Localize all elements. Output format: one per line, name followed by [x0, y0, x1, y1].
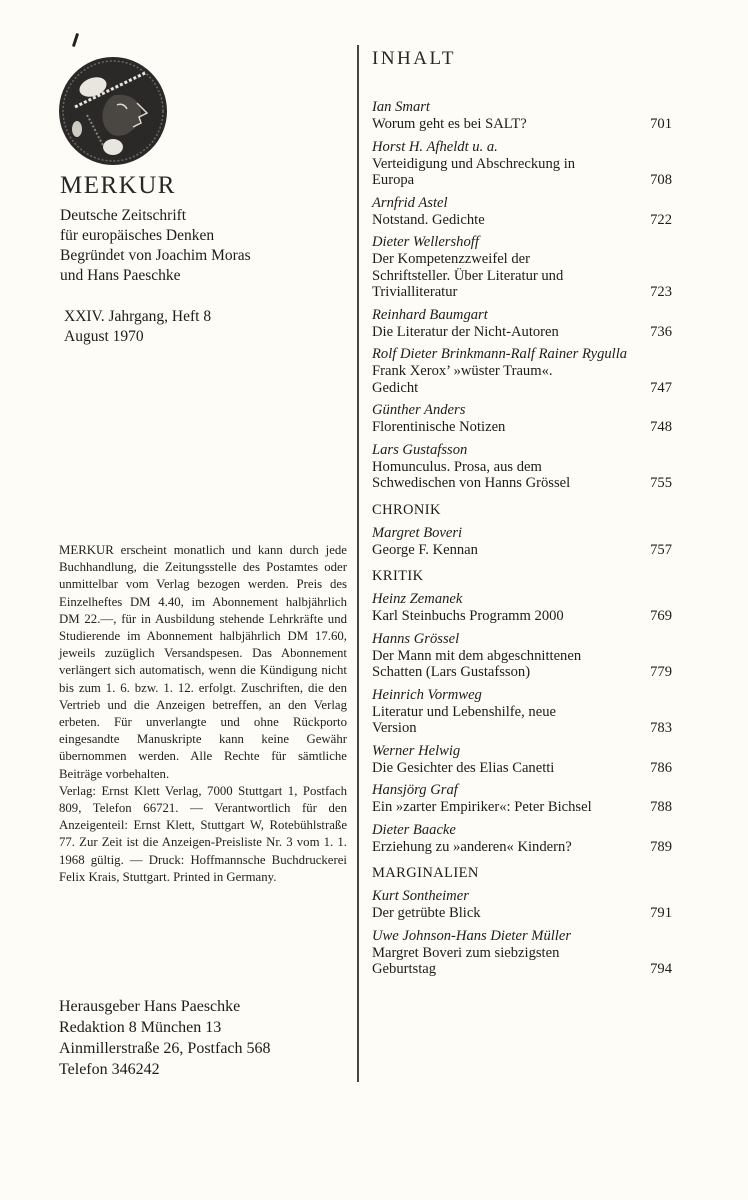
toc-entry[interactable] [372, 139, 672, 189]
imprint-paragraph: MERKUR erscheint monatlich und kann durch jede Buchhandlung, die Zeitungsstelle des Postamtes oder unmittelbar vom Verlag bezogen werden. Preis des Einzelheftes DM 4.40, im Abonnement halbjährlich DM 22.—, für in Ausbildung stehende Lehrkräfte und Studierende im Abonnement halbjährlich DM 17.60, jeweils zuzüglich Versandspesen. Das Abonnement verlängert sich automatisch, wenn die Kündigung nicht bis zum 1. 6. bzw. 1. 12. erfolgt. Zuschriften, die den Vertrieb und die Anzeigen betreffen, an den Verlag erbeten. Für unverlangte und ohne Rückporto eingesandte Manuskripte kann keine Gewähr übernommen werden. Alle Rechte für sämtliche Beiträge vorbehalten. [59, 543, 347, 781]
toc-section [372, 865, 672, 978]
toc-entry[interactable] [372, 743, 672, 777]
entry-row [372, 542, 672, 559]
pencil-mark [72, 33, 79, 47]
entry-row [372, 363, 672, 396]
publisher-line: Herausgeber Hans Paeschke [59, 998, 241, 1015]
entry-author: Günther Anders [372, 402, 466, 418]
entry-title: Ein »zarter Empiriker«: Peter Bichsel [372, 799, 592, 815]
entry-title: Der Kompetenzzweifel der Schriftsteller. Über Literatur und Trivialliteratur [372, 251, 564, 300]
entry-row [372, 799, 672, 816]
subtitle-line: für europäisches Denken [60, 227, 215, 244]
issue-info [60, 307, 211, 347]
toc-entry[interactable] [372, 591, 672, 625]
entry-row [372, 945, 672, 978]
entry-title: Margret Boveri zum siebzigsten Geburtstag [372, 944, 560, 977]
entry-title: Verteidigung und Abschreckung in Europa [372, 155, 576, 188]
entry-author: Lars Gustafsson [372, 441, 468, 458]
toc-sections [372, 99, 672, 978]
entry-page-number: 779 [650, 664, 672, 680]
toc-entry[interactable] [372, 307, 672, 341]
journal-masthead: MERKUR [60, 172, 176, 199]
toc-title: INHALT [372, 48, 456, 69]
entry-page-number: 722 [650, 211, 672, 228]
entry-title: Worum geht es bei SALT? [372, 116, 527, 132]
toc-entry[interactable] [372, 525, 672, 559]
toc-entry[interactable] [372, 195, 672, 229]
entry-page-number: 708 [650, 172, 672, 188]
section-heading: CHRONIK [372, 501, 441, 518]
toc-entry[interactable] [372, 822, 672, 856]
entry-row [372, 704, 672, 737]
entry-title: Homunculus. Prosa, aus dem Schwedischen von Hanns Grössel [372, 458, 571, 491]
journal-subtitle [60, 206, 251, 286]
entry-row [372, 251, 672, 301]
section-entries [372, 591, 672, 855]
issue-date: August 1970 [64, 328, 144, 345]
column-divider [357, 45, 359, 1082]
entry-title: Notstand. Gedichte [372, 211, 485, 228]
entry-page-number: 789 [650, 838, 672, 855]
entry-page-number: 747 [650, 379, 672, 396]
entry-title: Die Literatur der Nicht-Autoren [372, 323, 559, 340]
toc-entry[interactable] [372, 442, 672, 492]
subtitle-line: Deutsche Zeitschrift [60, 207, 187, 224]
entry-page-number: 755 [650, 475, 672, 491]
entry-page-number: 748 [650, 419, 672, 435]
entry-page-number: 786 [650, 759, 672, 776]
issue-volume: XXIV. Jahrgang, Heft 8 [64, 308, 212, 325]
section-entries [372, 888, 672, 978]
entry-author: Hanns Grössel [372, 630, 460, 647]
entry-title: Literatur und Lebenshilfe, neue Version [372, 703, 556, 736]
section-entries [372, 525, 672, 559]
publisher-info [59, 996, 271, 1080]
entry-author: Arnfrid Astel [372, 194, 448, 211]
toc-entry[interactable] [372, 346, 672, 396]
toc-section [372, 99, 672, 492]
entry-page-number: 791 [650, 905, 672, 921]
entry-author: Margret Boveri [372, 524, 463, 541]
entry-title: Karl Steinbuchs Programm 2000 [372, 608, 564, 624]
entry-row [372, 905, 672, 922]
toc-entry[interactable] [372, 687, 672, 737]
entry-row [372, 419, 672, 436]
entry-author: Reinhard Baumgart [372, 306, 488, 323]
entry-row [372, 324, 672, 341]
entry-author: Dieter Baacke [372, 821, 456, 838]
entry-row [372, 459, 672, 492]
publisher-line: Telefon 346242 [59, 1061, 160, 1078]
section-heading: MARGINALIEN [372, 865, 479, 881]
toc-entry[interactable] [372, 402, 672, 436]
entry-author: Heinz Zemanek [372, 591, 463, 607]
entry-row [372, 212, 672, 229]
entry-author: Werner Helwig [372, 742, 461, 759]
entry-row [372, 760, 672, 777]
entry-author: Uwe Johnson-Hans Dieter Müller [372, 927, 572, 944]
entry-title: Der Mann mit dem abgeschnittenen Schatten (Lars Gustafsson) [372, 647, 582, 680]
imprint-paragraph: Verlag: Ernst Klett Verlag, 7000 Stuttgart 1, Postfach 809, Telefon 66721. — Verantwortlich für den Anzeigenteil: Ernst Klett, Stuttgart W, Rotebühlstraße 77. Zur Zeit ist die Anzeigen-Preisliste Nr. 3 vom 1. 1. 1968 gültig. — Druck: Hoffmannsche Buchdruckerei Felix Krais, Stuttgart. Printed in Germany. [59, 783, 347, 884]
coin-logo-icon [57, 55, 169, 167]
entry-row [372, 156, 672, 189]
entry-page-number: 769 [650, 608, 672, 624]
entry-page-number: 757 [650, 541, 672, 558]
entry-page-number: 701 [650, 116, 672, 132]
entry-author: Rolf Dieter Brinkmann-Ralf Rainer Rygulla [372, 346, 628, 362]
subtitle-line: und Hans Paeschke [60, 267, 181, 284]
publisher-line: Ainmillerstraße 26, Postfach 568 [59, 1040, 271, 1057]
entry-title: Die Gesichter des Elias Canetti [372, 759, 555, 776]
section-heading: KRITIK [372, 568, 424, 584]
entry-title: George F. Kennan [372, 541, 478, 558]
entry-page-number: 783 [650, 720, 672, 736]
toc-entry[interactable] [372, 782, 672, 816]
entry-title: Der getrübte Blick [372, 905, 481, 921]
toc-entry[interactable] [372, 928, 672, 978]
table-of-contents [372, 48, 672, 984]
publisher-line: Redaktion 8 München 13 [59, 1019, 222, 1036]
entry-author: Heinrich Vormweg [372, 686, 482, 703]
entry-author: Horst H. Afheldt u. a. [372, 138, 498, 155]
entry-title: Erziehung zu »anderen« Kindern? [372, 838, 572, 855]
section-entries [372, 99, 672, 492]
entry-row [372, 648, 672, 681]
entry-author: Ian Smart [372, 99, 430, 115]
entry-row [372, 839, 672, 856]
entry-page-number: 788 [650, 799, 672, 815]
toc-entry[interactable] [372, 99, 672, 133]
toc-entry[interactable] [372, 234, 672, 301]
subtitle-line: Begründet von Joachim Moras [60, 247, 251, 264]
entry-title: Florentinische Notizen [372, 419, 506, 435]
entry-author: Dieter Wellershoff [372, 234, 479, 250]
toc-section [372, 502, 672, 559]
entry-page-number: 723 [650, 284, 672, 300]
entry-page-number: 736 [650, 323, 672, 340]
imprint-text [59, 542, 347, 886]
toc-entry[interactable] [372, 888, 672, 922]
entry-title: Frank Xerox’ »wüster Traum«. Gedicht [372, 363, 553, 396]
entry-row [372, 116, 672, 133]
entry-author: Kurt Sontheimer [372, 888, 469, 904]
toc-section [372, 568, 672, 855]
entry-author: Hansjörg Graf [372, 782, 458, 798]
entry-page-number: 794 [650, 961, 672, 977]
entry-row [372, 608, 672, 625]
toc-entry[interactable] [372, 631, 672, 681]
